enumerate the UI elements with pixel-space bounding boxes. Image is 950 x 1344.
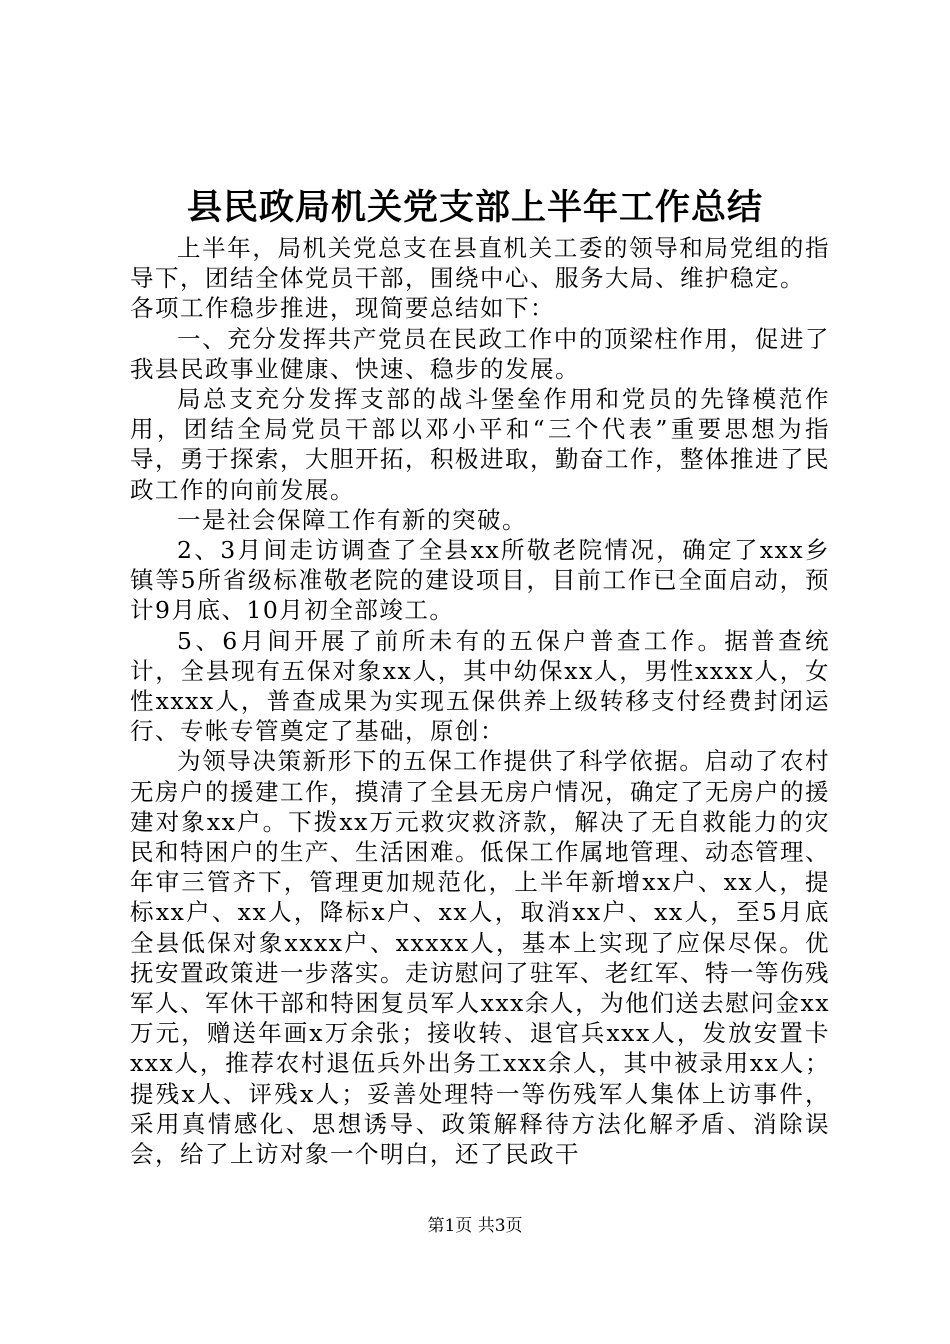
- paragraph-intro: 上半年，局机关党总支在县直机关工委的领导和局党组的指导下，团结全体党员干部，围绕中心、服务大局、维护稳定。: [130, 234, 830, 293]
- paragraph-branch-role: 局总支充分发挥支部的战斗堡垒作用和党员的先锋模范作用，团结全局党员干部以邓小平和“三个代表”重要思想为指导，勇于探索，大胆开拓，积极进取，勤奋工作，整体推进了民政工作的向前发展。: [130, 385, 830, 504]
- paragraph-section-one-heading: 一、充分发挥共产党员在民政工作中的顶梁柱作用，促进了我县民政事业健康、快速、稳步的发展。: [130, 324, 830, 383]
- paragraph-five-guarantee-survey: 5、6月间开展了前所未有的五保户普查工作。据普查统计，全县现有五保对象xx人，其中幼保xx人，男性xxxx人，女性xxxx人，普查成果为实现五保供养上级转移支付经费封闭运行、专帐专管奠定了基础，原创：: [130, 626, 830, 746]
- paragraph-social-security-heading: 一是社会保障工作有新的突破。: [177, 505, 527, 534]
- paragraph-nursing-homes: 2、3月间走访调查了全县xx所敬老院情况，确定了xxx乡镇等5所省级标准敬老院的建设项目，目前工作已全面启动，预计9月底、10月初全部竣工。: [130, 536, 830, 625]
- page-number-footer: 第1页 共3页: [427, 1216, 523, 1236]
- document-body: [130, 233, 830, 1169]
- paragraph-policy-details: 为领导决策新形下的五保工作提供了科学依据。启动了农村无房户的援建工作，摸清了全县无房户情况，确定了无房户的援建对象xx户。下拨xx万元救灾救济款，解决了无自救能力的灾民和特困户的生产、生活困难。低保工作属地管理、动态管理、年审三管齐下，管理更加规范化，上半年新增xx户、xx人，提标xx户、xx人，降标x户、xx人，取消xx户、xx人，至5月底全县低保对象xxxx户、xxxxx人，基本上实现了应保尽保。优抚安置政策进一步落实。走访慰问了驻军、老红军、特一等伤残军人、军休干部和特困复员军人xxx余人，为他们送去慰问金xx万元，赠送年画x万余张；接收转、退官兵xxx人，发放安置卡xxx人，推荐农村退伍兵外出务工xxx余人，其中被录用xx人；提残x人、评残x人；妥善处理特一等伤残军人集体上访事件，采用真情感化、思想诱导、政策解释待方法化解矛盾、消除误会，给了上访对象一个明白，还了民政干: [130, 747, 830, 1169]
- document-title: 县民政局机关党支部上半年工作总结: [186, 187, 763, 228]
- paragraph-intro-continued: 各项工作稳步推进，现简要总结如下：: [130, 294, 555, 323]
